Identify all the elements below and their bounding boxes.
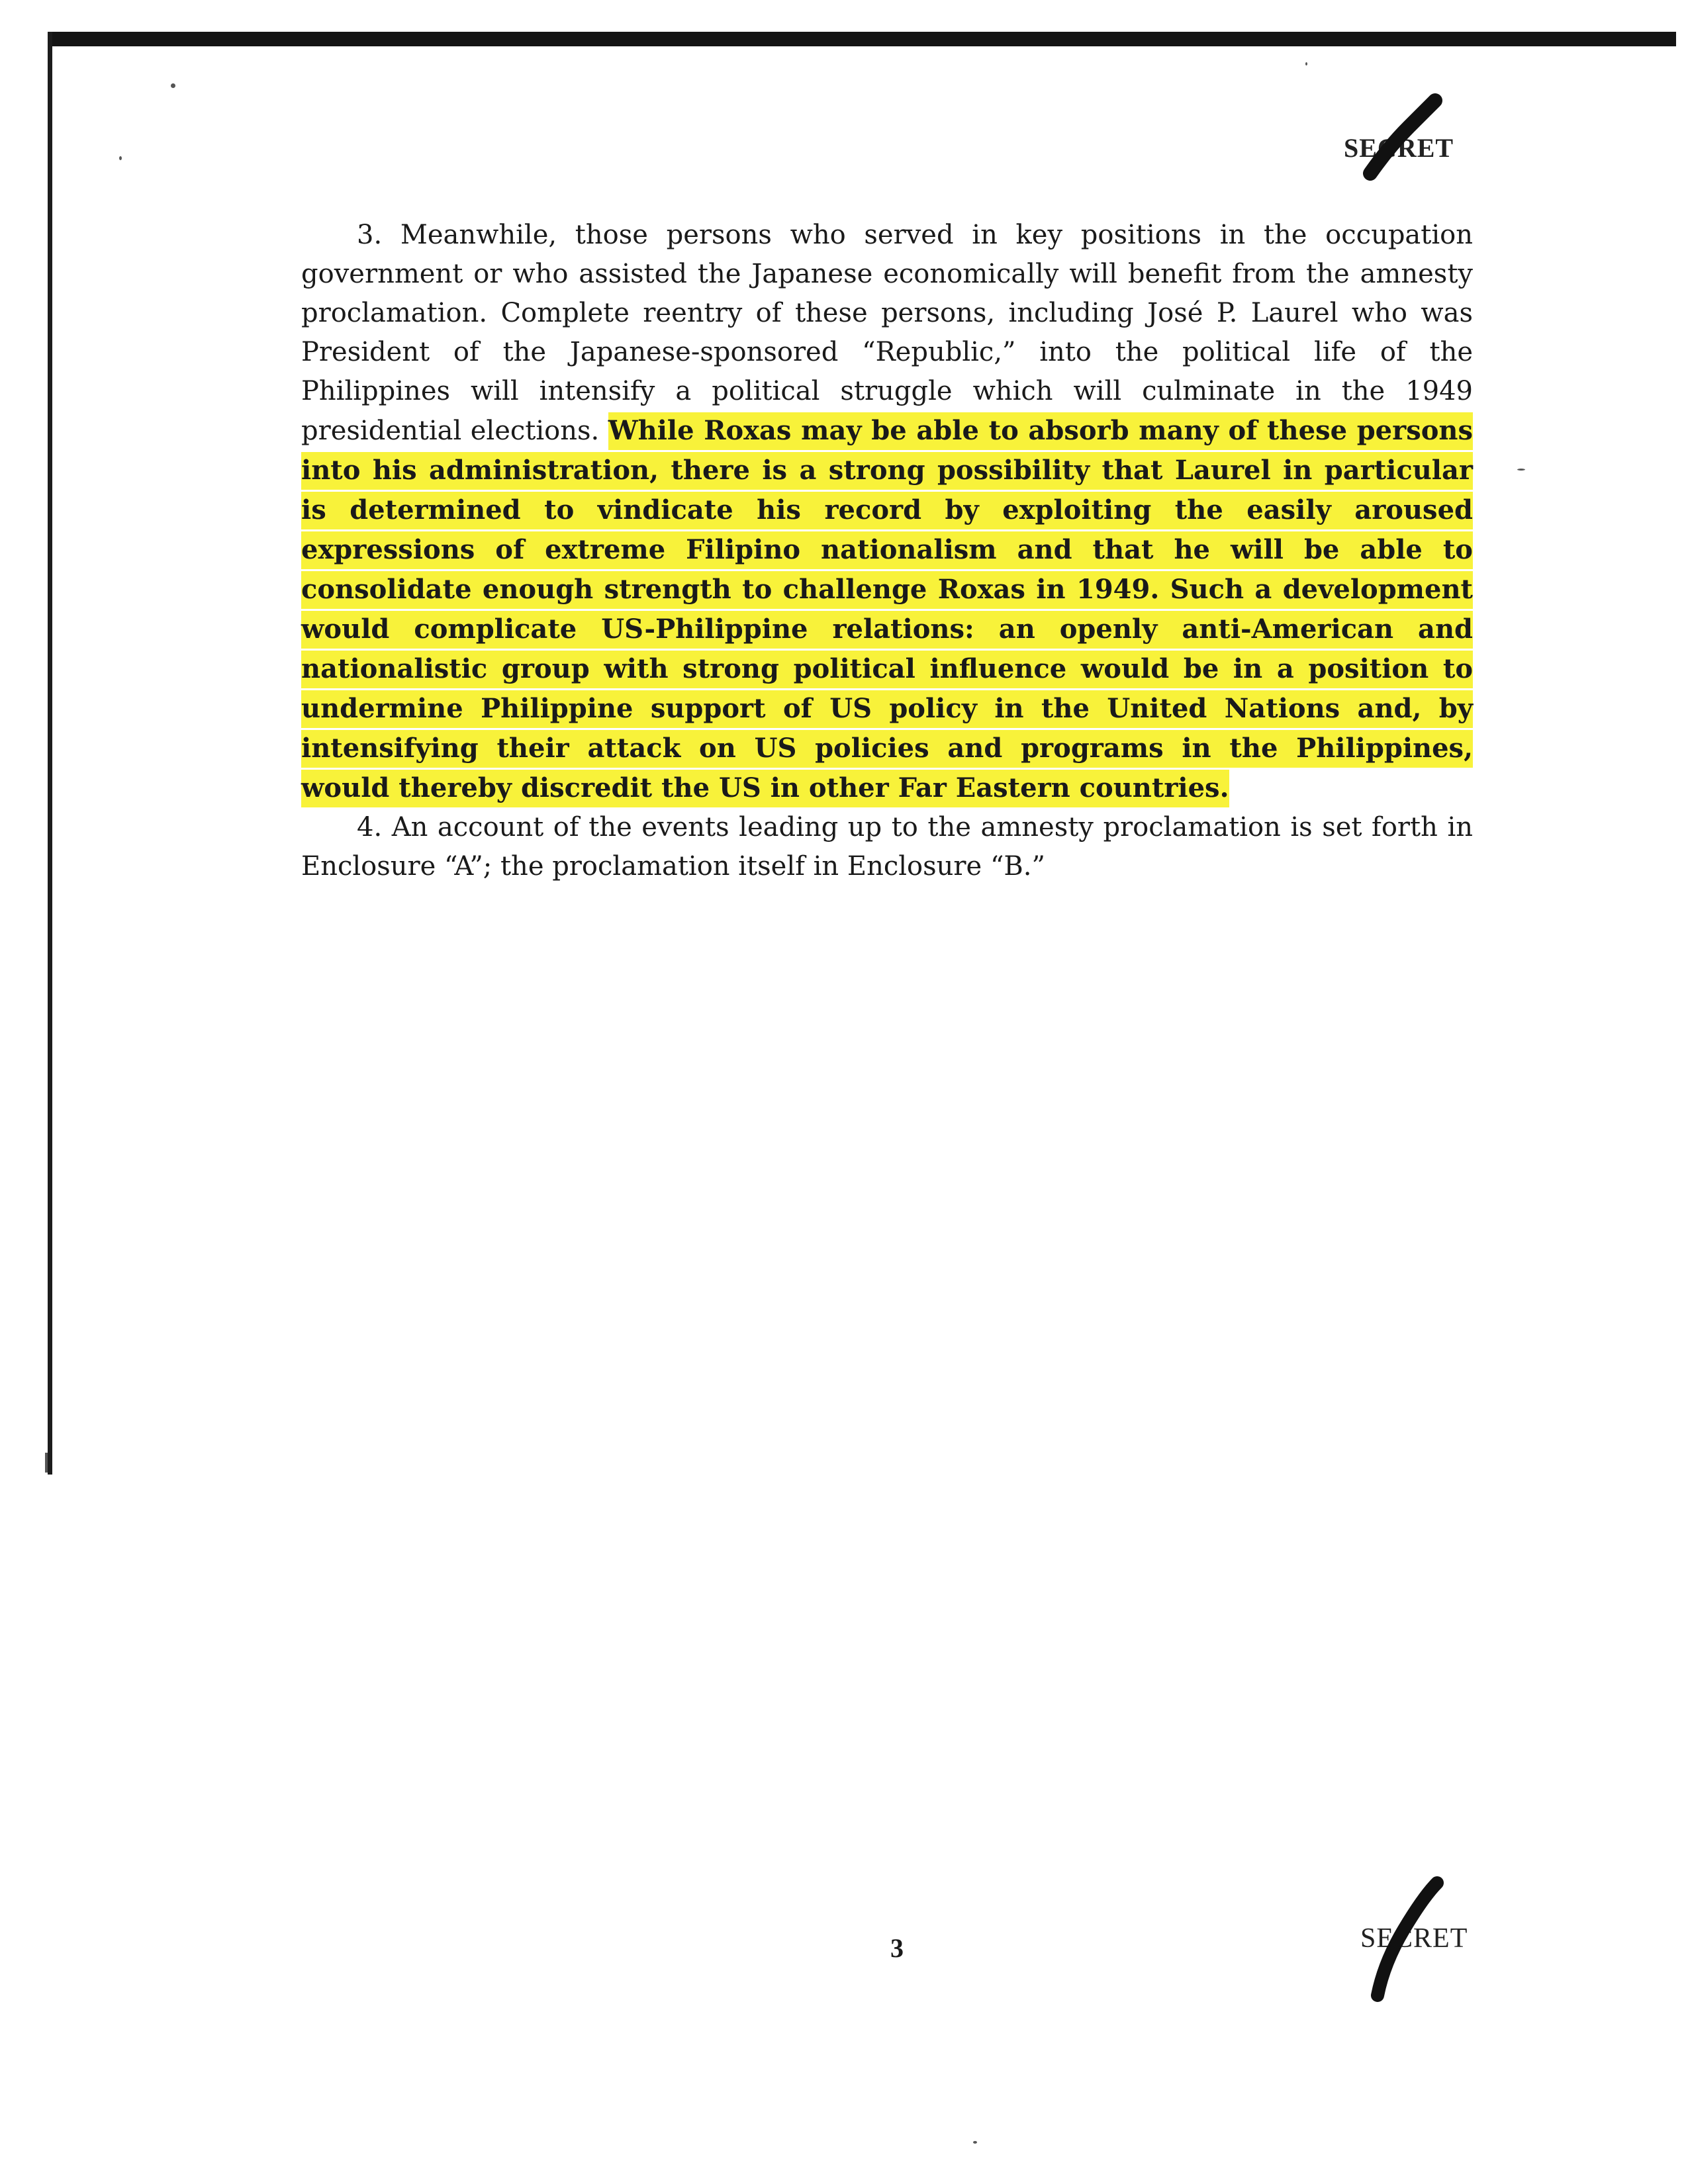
scan-left-edge [48,32,52,1475]
paragraph-4: 4. An account of the events leading up to the amnesty proclamation is set forth in Enclosure “A”; the proclamation itself in Enclosure “B.” [301,812,1473,882]
paragraph-3-text: 3. Meanwhile, those persons who served in key positions in the occupation government or who assisted the Japanese economically will benefit from the amnesty proclamation. Complete reentry of these persons, including José P. Laurel who was President of the Japanese-sponsored “Republic,” into the political life of the Philippines will intensify a political struggle which will culminate in the 1949 presidential elections. [301,220,1473,446]
classification-label-top: SECRET [1344,133,1454,163]
classification-stamp-top [1344,132,1454,163]
classification-label-bottom: SECRET [1360,1923,1468,1954]
scan-speck [171,83,175,88]
scan-speck [1305,62,1307,66]
strike-mark-top [1362,107,1442,187]
document-body [301,216,1473,886]
page-number: 3 [890,1933,904,1963]
highlighted-passage: While Roxas may be able to absorb many of these persons into his administration, there is a strong possibility that Laurel in particular is determined to vindicate his record by exploiting the easily aroused expressions of extreme Filipino nationalism and that he will be able to consolidate enough strength to challenge Roxas in 1949. Such a development would complicate US-Philippine relations: an openly anti-American and nationalistic group with strong political influence would be in a position to undermine Philippine support of US policy in the United Nations and, by intensifying their attack on US policies and programs in the Philippines, would thereby discredit the US in other Far Eastern countries. [301,412,1473,807]
scan-top-edge [48,32,1676,46]
scan-speck [119,156,122,160]
scan-speck [45,1453,48,1473]
classification-stamp-bottom [1360,1923,1468,1954]
paragraph-3 [301,216,1473,808]
scan-speck [1517,469,1525,471]
scan-speck [973,2141,977,2144]
strike-mark-bottom [1364,1883,1457,2002]
